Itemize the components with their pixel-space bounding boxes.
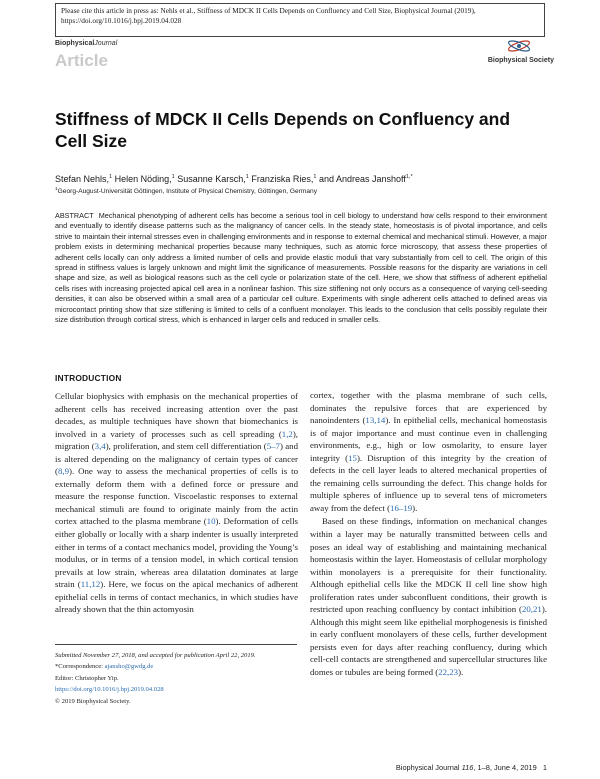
body-column-left: Cellular biophysics with emphasis on the mechanical properties of adherent cells has received increasing attention over the past decades, as multiple techniques have shown that biomechanics is involved in a variety of processes such as cell spreading (1,2), migration (3,4), proliferation, and stem cell differentiation (5–7) and is altered depending on the malignancy of certain types of cancer (8,9). One way to assess the mechanical properties of cells is to externally deform them with a defined force or pressure and measure the response function. Viscoelastic responses to external mechanical stimuli are found to originate mainly from the actin cortex attached to the plasma membrane (10). Deformation of cells either globally or locally with a sharp indenter is usually interpreted either in terms of a contact mechanics model, providing the Young’s modulus, or in terms of a tension model, in which cortical tension prevails at low strain, whereas area dilatation dominates at large strain (11,12). Here, we focus on the apical mechanics of adherent epithelial cells in terms of contact mechanics, in which studies have already shown that the thin actomyosin [55,391,298,615]
author: and Andreas Janshoff$^{1,*}$ [318,174,413,184]
author: Susanne Karsch,$^1$ [177,174,249,184]
footnote-doi [55,685,315,694]
citation-link[interactable]: 5–7 [266,441,280,452]
footnote-correspondence: *Correspondence: ajansho@gwdg.de [55,663,154,670]
footnote-copyright: © 2019 Biophysical Society. [55,698,131,705]
abstract-label: ABSTRACT [55,211,94,220]
article-title: Stiffness of MDCK II Cells Depends on Confluency and Cell Size [55,109,511,151]
author: Stefan Nehls,$^1$ [55,174,113,184]
citation-link[interactable]: 16–19 [390,502,413,513]
citation-link[interactable]: 8,9 [57,466,70,477]
journal-label [55,40,117,47]
author: Franziska Ries,$^1$ [251,174,317,184]
journal-label-part2: Journal [94,40,118,47]
footnote-divider [55,644,297,645]
citation-link[interactable]: 22,23 [438,667,459,678]
citation-link[interactable]: 11,12 [80,579,101,590]
section-heading-introduction: INTRODUCTION [55,373,122,383]
author-list [55,174,413,184]
society-logo-text: Biophysical Society [487,57,554,64]
citation-link[interactable]: 13,14 [365,415,386,426]
email-link[interactable]: ajansho@gwdg.de [104,663,154,670]
author: Helen Nöding,$^1$ [114,174,175,184]
doi-link[interactable]: https://doi.org/10.1016/j.bpj.2019.04.028 [55,686,164,693]
affiliation: $^1$Georg-August-Universität Göttingen, Institute of Physical Chemistry, Göttingen, Germany [55,187,318,196]
footnote-submitted: Submitted November 27, 2018, and accepted for publication April 22, 2019. [55,652,256,659]
society-logo-icon [506,37,532,55]
abstract-text: Mechanical phenotyping of adherent cells has become a serious tool in cell biology to understand how cells respond to their environment and eventually to identify disease patterns such as the malignancy of cancer cells. In the steady state, homeostasis is of pivotal importance, and cells strive to maintain their internal stresses even in challenging environments and in response to external chemical and mechanical stimuli. However, a major problem exists in determining mechanical properties because many techniques, such as atomic force microscopy, that assess these properties of adherent cells locally can only address a limited number of cells and provide elastic moduli that vary substantially from cell to cell. The origin of this spread in stiffness values is largely unknown and might limit the significance of measurements. Possible reasons for the disparity are variations in cell shape and size, as well as biological reasons such as the cell cycle or polarization state of the cell. Here, we show that stiffness of adherent epithelial cells rises with increasing projected apical cell area in a nonlinear fashion. This size stiffening not only occurs as a consequence of varying cell-seeding densities, it can also be observed within a small area of a particular cell culture. Experiments with single adherent cells attached to defined areas via microcontact printing show that size stiffening is limited to cells of a confluent monolayer. This leads to the conclusion that cells possibly regulate their size distribution through cortical stress, which is enhanced in larger cells and reduced in smaller cells. [55,211,547,325]
citation-link[interactable]: 20,21 [521,604,542,615]
citation-link[interactable]: 1,2 [281,428,293,439]
page-footer: Biophysical Journal 116, 1–8, June 4, 2019 1 [395,763,547,772]
article-type-label: Article [55,51,108,70]
footnote-editor: Editor: Christopher Yip. [55,675,119,682]
abstract [55,211,547,325]
citation-link[interactable]: 3,4 [94,441,106,452]
paragraph: Based on these findings, information on mechanical changes within a layer may be naturally transmitted between cells and poses an ideal way of establishing and maintaining mechanical homeostasis within the layer. Homeostasis of cellular morphology within monolayers is a prerequisite for their functionality. Although epithelial cells like the MDCK II cell line show high proliferation rates under subconfluent conditions, their growth is restricted upon reaching confluency by contact inhibition (20,21). Although this might seem like epithelial morphogenesis is finished in early confluent monolayers of these cells, further development persists even for days after reaching confluency, during which cell-cell contacts are strengthened and supercellular structures like domes or tubules are being formed (22,23). [310,516,547,678]
citation-link[interactable]: 15 [348,452,357,463]
body-column-right [310,389,547,679]
page-number: 1 [542,763,547,772]
paragraph: cortex, together with the plasma membrane of such cells, dominates the repulsive forces that are experienced by nanoindenters (13,14). In epithelial cells, mechanical homeostasis is of major importance and must continue even in challenging environments, e.g., high or low osmolarity, to ensure layer integrity (15). Disruption of this integrity by the creation of defects in the cell layer leads to altered mechanical properties of the remaining cells surrounding the defect. This change holds for multiple spheres of influence up to several tens of micrometers away from the defect (16–19). [310,390,547,513]
citation-notice-text: Please cite this article in press as: Nehls et al., Stiffness of MDCK II Cells Depends on Confluency and Cell Size, Biophysical Journal (2019), https://doi.org/10.1016/j.bpj.2019.04.028 [61,6,476,25]
citation-link[interactable]: 10 [206,516,216,527]
journal-label-part1: Biophysical [55,40,95,47]
citation-notice-box [55,3,545,37]
